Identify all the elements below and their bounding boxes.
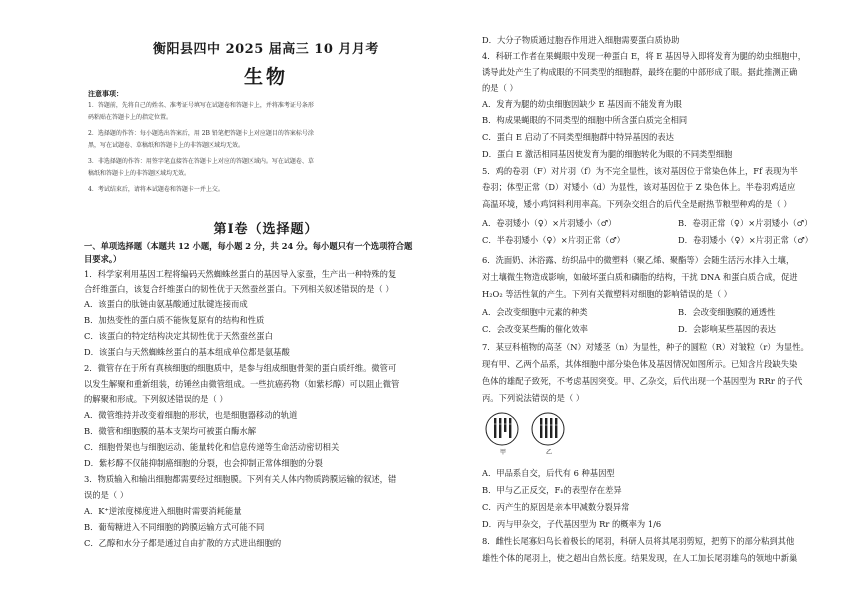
q5-stem: 5．鸡的卷羽（F）对片羽（f）为不完全显性，该对基因位于常染色体上，Ff 表现为半 [482, 166, 798, 176]
section-heading-cont: 目要求。） [84, 254, 122, 264]
part-title: 第Ⅰ卷（选择题） [213, 222, 319, 237]
q2-option-d: D．紫杉醇不仅能抑制癌细胞的分裂，也会抑制正常体细胞的分裂 [84, 458, 323, 468]
q2-stem: 2．微管存在于所有真核细胞的细胞质中，是参与组成细胞骨架的蛋白质纤维。微管可 [84, 363, 397, 373]
q8-stem: 8．雌性长尾寡妇鸟长着极长的尾羽，科研人员将其尾羽剪短，把剪下的部分粘到其他 [482, 536, 795, 546]
q6-option-b: B．会改变细胞膜的通透性 [678, 307, 776, 317]
note-line: 3．非选择题的作答：用签字笔直接答在答题卡上对应的答题区域内。写在试题卷、草 [88, 158, 314, 165]
note-line: 黑，写在试题卷、草稿纸和答题卡上的非答题区域均无效。 [88, 142, 245, 149]
q7-stem: 7．某豆科植物的高茎（N）对矮茎（n）为显性，种子的圆粒（R）对皱粒（r）为显性。 [482, 342, 809, 352]
q6-option-d: D．会影响某些基因的表达 [678, 324, 776, 334]
q4-stem: 4．科研工作者在果蝇眼中发现一种蛋白 E，将 E 基因导入即将发育为腿的幼虫细胞中， [482, 51, 806, 61]
q3-option-d: D．大分子物质通过胞吞作用进入细胞需要蛋白质协助 [482, 35, 680, 45]
q1-option-a: A．该蛋白的肽链由氨基酸通过肽键连接而成 [84, 299, 248, 309]
q5-option-a: A．卷羽矮小（♀）×片羽矮小（♂） [482, 218, 617, 228]
figure-label-a: 甲 [500, 449, 507, 455]
exam-title: 衡阳县四中 2025 届高三 10 月月考 [153, 42, 379, 57]
q4-stem-cont: 的是（ ） [482, 83, 518, 93]
q2-option-c: C．细胞骨架也与细胞运动、能量转化和信息传递等生命活动密切相关 [84, 442, 340, 452]
note-line: 稿纸和答题卡上的非答题区域均无效。 [88, 170, 191, 177]
q6-stem: 6．洗面奶、沐浴露、纺织品中的微塑料（聚乙烯、聚酯等）会随生活污水排入土壤， [482, 255, 795, 265]
subject-title: 生物 [243, 66, 288, 88]
q1-option-b: B．加热变性的蛋白质不能恢复原有的结构和性质 [84, 315, 265, 325]
q7-stem-cont: 色体的雄配子致死，不考虑基因突变。甲、乙杂交，后代出现一个基因型为 RRr 的子代 [482, 376, 803, 386]
q6-stem-cont: 对土壤微生物造成影响，如破坏蛋白质和磷脂的结构，干扰 DNA 和蛋白质合成，促进 [482, 272, 798, 282]
notes-heading: 注意事项： [88, 89, 123, 98]
q1-stem-cont: 合纤维蛋白，该复合纤维蛋白的韧性优于天然蚕丝蛋白。下列相关叙述错误的是（ ） [84, 284, 394, 294]
note-line: 4．考试结束后，请将本试题卷和答题卡一并上交。 [88, 186, 224, 193]
note-line: 码粘贴在答题卡上的指定位置。 [88, 114, 173, 121]
q8-stem-cont: 雄性个体的尾羽上，使之超出自然长度。结果发现，在人工加长尾羽雄鸟的领地中新巢 [482, 553, 798, 563]
q3-option-a: A．K⁺逆浓度梯度进入细胞时需要消耗能量 [84, 506, 242, 516]
q4-option-a: A．发育为腿的幼虫细胞因缺少 E 基因而不能发育为眼 [482, 99, 682, 109]
q7-stem-cont: 现有甲、乙两个品系，其体细胞中部分染色体及基因情况如图所示。已知含片段缺失染 [482, 359, 798, 369]
q4-option-c: C．蛋白 E 启动了不同类型细胞群中特异基因的表达 [482, 132, 674, 142]
q7-stem-cont: 丙。下列说法错误的是（ ） [482, 393, 585, 403]
figure-label-b: 乙 [546, 449, 553, 455]
q1-stem: 1．科学家利用基因工程将编码天然蜘蛛丝蛋白的基因导入家蚕，生产出一种特殊的复 [84, 269, 397, 279]
q1-option-c: C．该蛋白的特定结构决定其韧性优于天然蚕丝蛋白 [84, 331, 273, 341]
q7-option-b: B．甲与乙正反交，F₁的表型存在差异 [482, 485, 622, 495]
q3-stem-cont: 误的是（ ） [84, 490, 129, 500]
q4-stem-cont: 诱导此处产生了构成眼的不同类型的细胞群，最终在腿的中部形成了眼。据此推测正确 [482, 67, 798, 77]
q5-option-c: C．半卷羽矮小（♀）×片羽正常（♂） [482, 235, 625, 245]
chromosome-figure [482, 411, 582, 455]
q6-option-c: C．会改变某些酶的催化效率 [482, 324, 588, 334]
q6-option-a: A．会改变细胞中元素的种类 [482, 307, 588, 317]
q2-option-b: B．微管和细胞膜的基本支架均可被蛋白酶水解 [84, 426, 257, 436]
q3-option-c: C．乙醇和水分子都是通过自由扩散的方式进出细胞的 [84, 538, 282, 548]
q5-stem-cont: 卷羽；体型正常（D）对矮小（d）为显性，该对基因位于 Z 染色体上。半卷羽鸡适应 [482, 182, 796, 192]
q4-option-d: D．蛋白 E 激活相同基因使发育为腿的细胞转化为眼的不同类型细胞 [482, 149, 733, 159]
q4-option-b: B．构成果蝇眼的不同类型的细胞中所含蛋白质完全相同 [482, 115, 688, 125]
q7-option-a: A．甲品系自交，后代有 6 种基因型 [482, 468, 615, 478]
q5-option-b: B．卷羽正常（♀）×片羽矮小（♂） [678, 218, 813, 228]
q6-stem-cont: H₂O₂ 等活性氧的产生。下列有关微塑料对细胞的影响错误的是（ ） [482, 289, 732, 299]
q3-option-b: B．葡萄糖进入不同细胞的跨膜运输方式可能不同 [84, 522, 265, 532]
q1-option-d: D．该蛋白与天然蜘蛛丝蛋白的基本组成单位都是氨基酸 [84, 347, 290, 357]
q5-stem-cont: 高温环境，矮小鸡饲料利用率高。下列杂交组合的后代全是耐热节粮型种鸡的是（ ） [482, 199, 792, 209]
note-line: 2．选择题的作答：每小题选出答案后，用 2B 铅笔把答题卡上对应题目的答案标号涂 [88, 130, 314, 137]
note-line: 1．答题前，先将自己的姓名、准考证号填写在试题卷和答题卡上，并将准考证号条形 [88, 102, 314, 109]
q3-stem: 3．物质输入和输出细胞都需要经过细胞膜。下列有关人体内物质跨膜运输的叙述，错 [84, 474, 397, 484]
q2-stem-cont: 以发生解聚和重新组装，纺锤丝由微管组成。一些抗癌药物（如紫杉醇）可以阻止微管 [84, 379, 400, 389]
q2-option-a: A．微管维持并改变着细胞的形状，也是细胞器移动的轨道 [84, 410, 298, 420]
q5-option-d: D．卷羽矮小（♀）×片羽正常（♂） [678, 235, 813, 245]
q7-option-c: C．丙产生的原因是亲本甲减数分裂异常 [482, 502, 630, 512]
section-heading: 一、单项选择题（本题共 12 小题，每小题 2 分，共 24 分。每小题只有一个选项符合题 [84, 241, 413, 251]
q7-option-d: D．丙与甲杂交，子代基因型为 Rr 的概率为 1/6 [482, 519, 662, 529]
q2-stem-cont: 的解聚和形成。下列叙述错误的是（ ） [84, 394, 228, 404]
